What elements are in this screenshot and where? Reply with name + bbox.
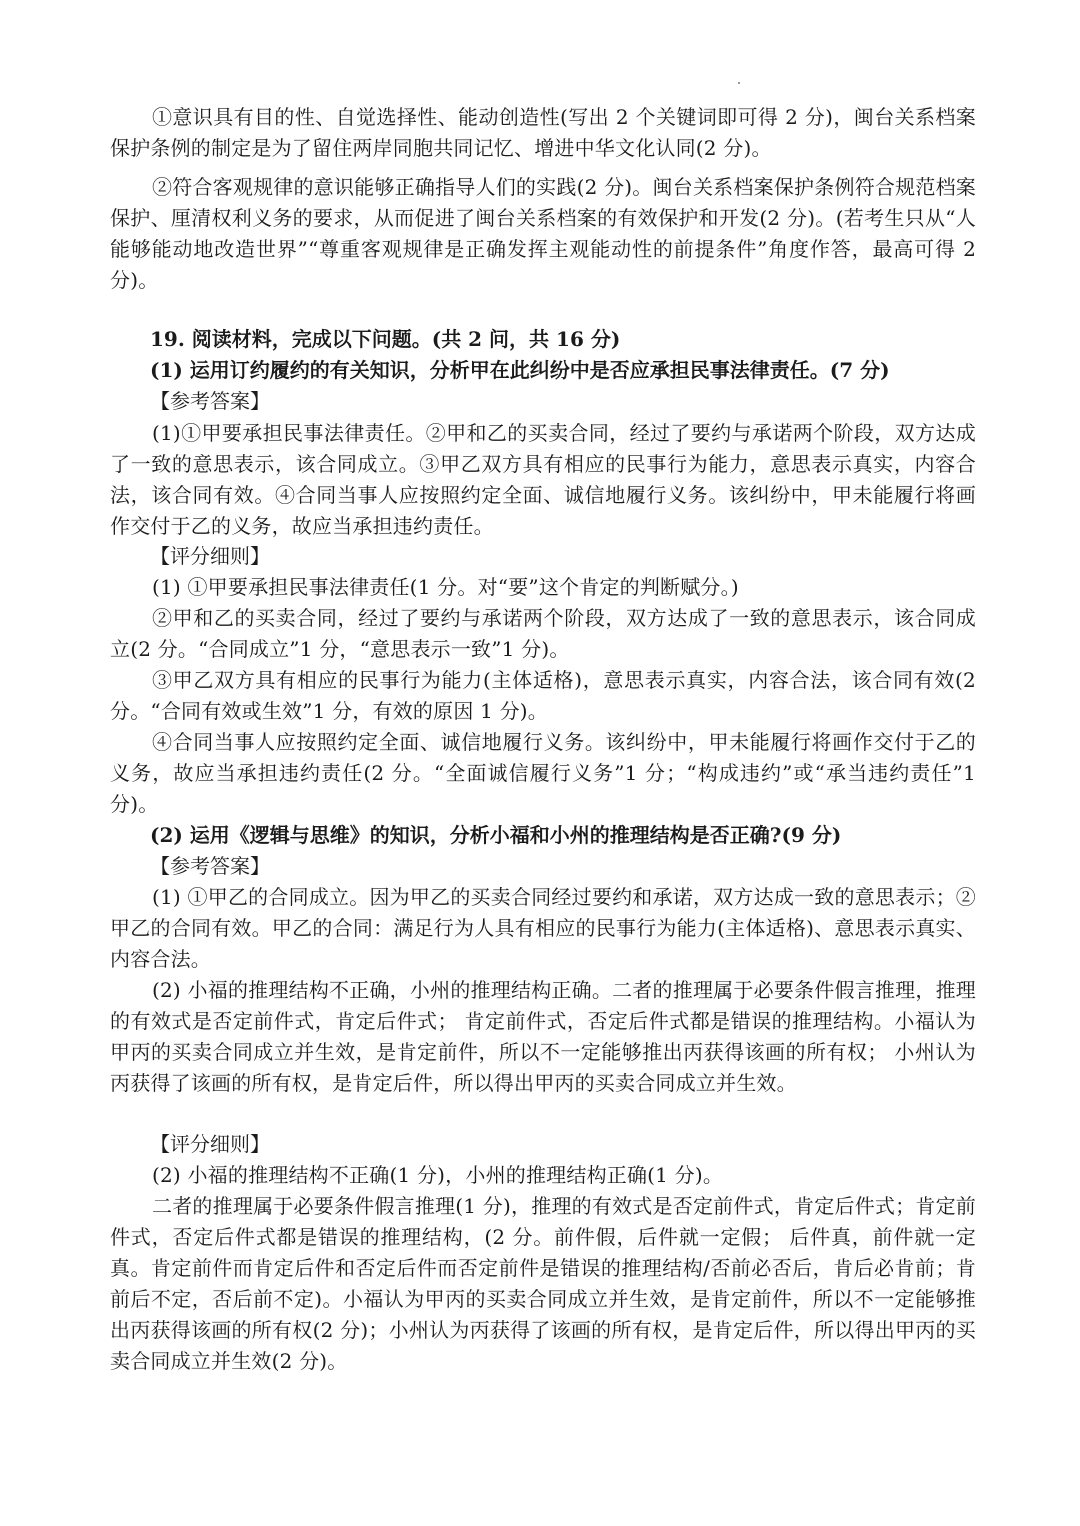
- rubric-header-2: 【评分细则】: [150, 1132, 270, 1156]
- rubric-19-1-item-3: ③甲乙双方具有相应的民事行为能力(主体适格)，意思表示真实，内容合法，该合同有效(2 分。“合同有效或生效”1 分，有效的原因 1 分)。: [110, 668, 976, 723]
- rubric-19-1-item-2: ②甲和乙的买卖合同，经过了要约与承诺两个阶段，双方达成了一致的意思表示，该合同成立(2 分。“合同成立”1 分，“意思表示一致”1 分)。: [110, 606, 976, 661]
- paragraph-consciousness-1: ①意识具有目的性、自觉选择性、能动创造性(写出 2 个关键词即可得 2 分)，闽台关系档案保护条例的制定是为了留住两岸同胞共同记忆、增进中华文化认同(2 分)。: [110, 105, 976, 160]
- scan-speck: [738, 82, 740, 84]
- answer-header-1: 【参考答案】: [150, 389, 270, 413]
- paragraph-consciousness-2: ②符合客观规律的意识能够正确指导人们的实践(2 分)。闽台关系档案保护条例符合规范档案保护、厘清权利义务的要求，从而促进了闽台关系档案的有效保护和开发(2 分)。(若考生只从“人能够能动地改造世界”“尊重客观规律是正确发挥主观能动性的前提条件”角度作答，最高可得 2 分)。: [110, 175, 976, 292]
- rubric-19-1-item-1: (1) ①甲要承担民事法律责任(1 分。对“要”这个肯定的判断赋分。): [152, 575, 739, 599]
- question-19-1-title: (1) 运用订约履约的有关知识，分析甲在此纠纷中是否应承担民事法律责任。(7 分): [150, 358, 890, 382]
- rubric-19-2-item-2: 二者的推理属于必要条件假言推理(1 分)，推理的有效式是否定前件式，肯定后件式；肯定前件式，否定后件式都是错误的推理结构，(2 分。前件假，后件就一定假； 后件真，前件就一定真。肯定前件而肯定后件和否定后件而否定前件是错误的推理结构/否前必否后，肯后必肯前；肯前后不定，否后前不定)。小福认为甲丙的买卖合同成立并生效，是肯定前件，所以不一定能够推出丙获得该画的所有权(2 分)；小州认为丙获得了该画的所有权，是肯定后件，所以得出甲丙的买卖合同成立并生效(2 分)。: [110, 1194, 976, 1373]
- answer-19-2-part-2: (2) 小福的推理结构不正确，小州的推理结构正确。二者的推理属于必要条件假言推理，推理的有效式是否定前件式，肯定后件式； 肯定前件式，否定后件式都是错误的推理结构。小福认为甲丙的买卖合同成立并生效，是肯定前件，所以不一定能够推出丙获得该画的所有权； 小州认为丙获得了该画的所有权，是肯定后件，所以得出甲丙的买卖合同成立并生效。: [110, 978, 976, 1095]
- rubric-19-2-item-1: (2) 小福的推理结构不正确(1 分)，小州的推理结构正确(1 分)。: [152, 1163, 724, 1187]
- question-19-title: 19. 阅读材料，完成以下问题。(共 2 问，共 16 分): [150, 327, 621, 351]
- answer-header-2: 【参考答案】: [150, 854, 270, 878]
- question-19-2-title: (2) 运用《逻辑与思维》的知识，分析小福和小州的推理结构是否正确?(9 分): [150, 823, 842, 847]
- answer-19-1: (1)①甲要承担民事法律责任。②甲和乙的买卖合同，经过了要约与承诺两个阶段，双方达成了一致的意思表示，该合同成立。③甲乙双方具有相应的民事行为能力，意思表示真实，内容合法，该合同有效。④合同当事人应按照约定全面、诚信地履行义务。该纠纷中，甲未能履行将画作交付于乙的义务，故应当承担违约责任。: [110, 421, 976, 538]
- answer-19-2-part-1: (1) ①甲乙的合同成立。因为甲乙的买卖合同经过要约和承诺，双方达成一致的意思表示；②甲乙的合同有效。甲乙的合同：满足行为人具有相应的民事行为能力(主体适格)、意思表示真实、内容合法。: [110, 885, 976, 971]
- rubric-19-1-item-4: ④合同当事人应按照约定全面、诚信地履行义务。该纠纷中，甲未能履行将画作交付于乙的义务，故应当承担违约责任(2 分。“全面诚信履行义务”1 分；“构成违约”或“承当违约责任”1 分)。: [110, 730, 976, 816]
- rubric-header-1: 【评分细则】: [150, 544, 270, 568]
